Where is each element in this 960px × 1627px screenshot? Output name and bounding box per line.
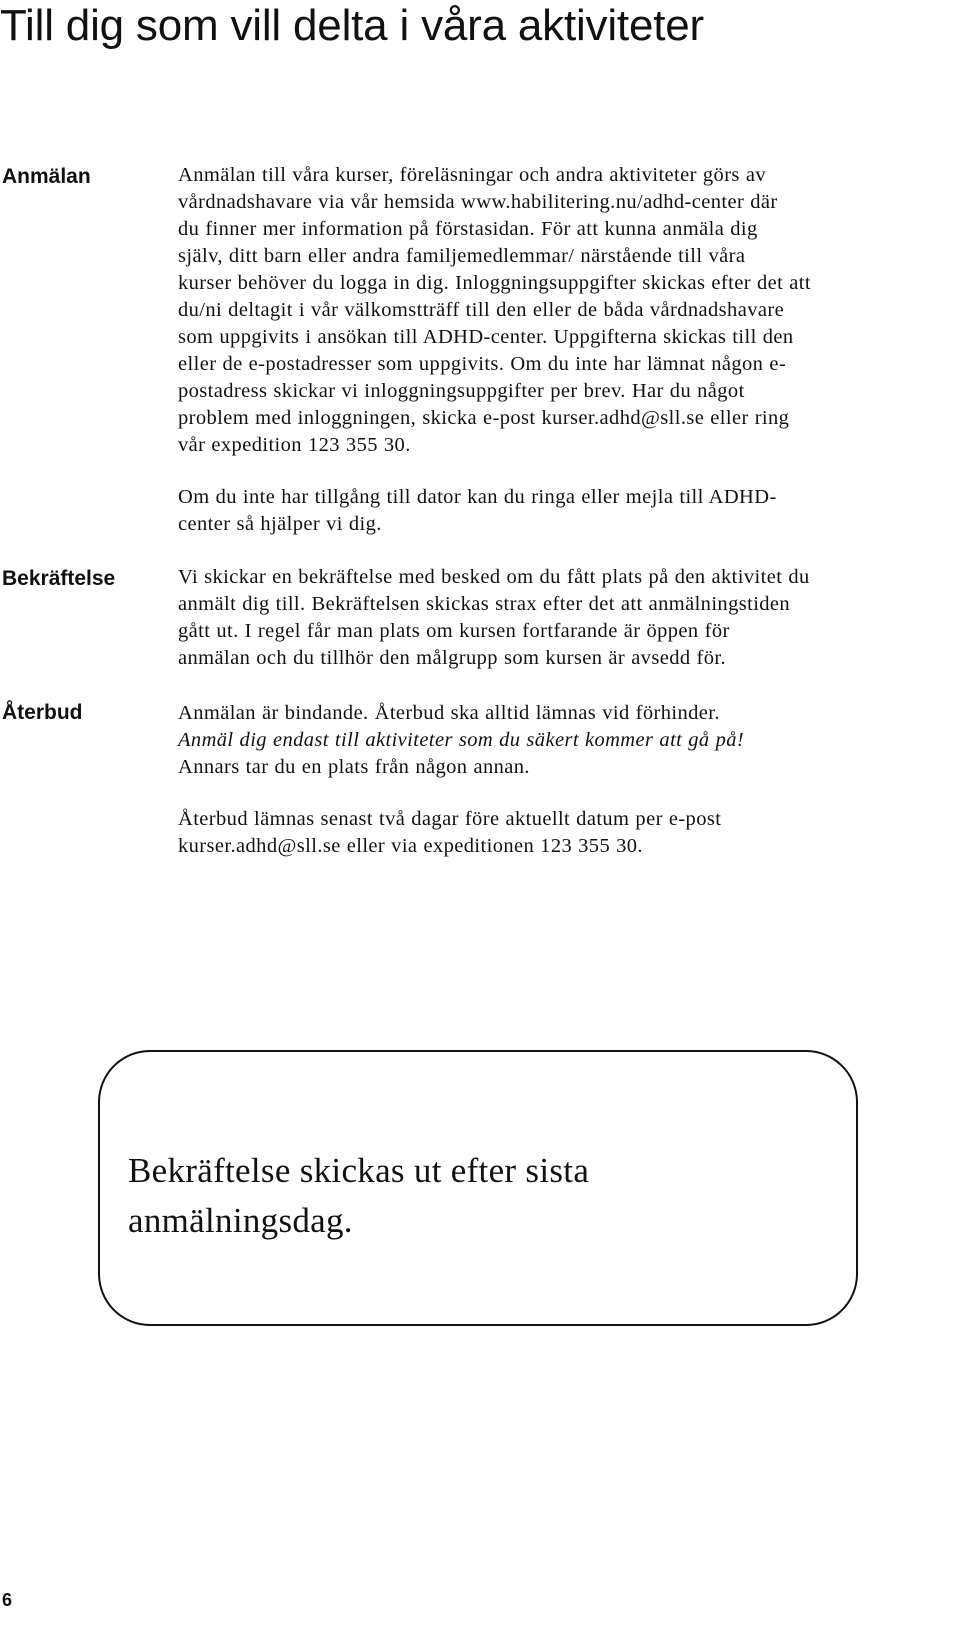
section-label-anmalan: Anmälan	[2, 165, 91, 188]
text-line: center så hjälper vi dig.	[178, 513, 382, 535]
text-line: du/ni deltagit i vår välkomstträff till den eller de båda vårdnadshavare	[178, 299, 785, 321]
text-line: Återbud lämnas senast två dagar före aktuellt datum per e-post	[178, 808, 722, 830]
section-label-bekraftelse: Bekräftelse	[2, 567, 116, 590]
text-line: Annars tar du en plats från någon annan.	[178, 756, 530, 778]
text-line: Anmälan är bindande. Återbud ska alltid lämnas vid förhinder.	[178, 702, 720, 724]
text-line: anmälan och du tillhör den målgrupp som kursen är avsedd för.	[178, 647, 727, 669]
text-line: vår expedition 123 355 30.	[178, 434, 411, 456]
text-line: Vi skickar en bekräftelse med besked om du fått plats på den aktivitet du	[178, 566, 810, 588]
text-line: Om du inte har tillgång till dator kan du ringa eller mejla till ADHD-	[178, 486, 777, 508]
section-label-aterbud: Återbud	[2, 701, 83, 724]
note-line: anmälningsdag.	[128, 1201, 353, 1240]
bekraftelse-paragraph	[178, 564, 938, 672]
text-line: själv, ditt barn eller andra familjemedlemmar/ närstående till våra	[178, 245, 746, 267]
text-line: som uppgivits i ansökan till ADHD-center. Uppgifterna skickas till den	[178, 326, 794, 348]
text-line: du finner mer information på förstasidan. För att kunna anmäla dig	[178, 218, 758, 240]
page-number: 6	[2, 1590, 13, 1610]
emphasized-text-line: Anmäl dig endast till aktiviteter som du säkert kommer att gå på!	[178, 729, 745, 751]
anmalan-paragraph-2	[178, 484, 938, 538]
note-box-text	[128, 1146, 589, 1246]
text-line: vårdnadshavare via vår hemsida www.habilitering.nu/adhd-center där	[178, 191, 778, 213]
text-line: postadress skickar vi inloggningsuppgifter per brev. Har du något	[178, 380, 745, 402]
anmalan-paragraph-1	[178, 162, 938, 459]
text-line: kurser.adhd@sll.se eller via expeditionen 123 355 30.	[178, 835, 643, 857]
text-line: eller de e-postadresser som uppgivits. Om du inte har lämnat någon e-	[178, 353, 787, 375]
text-line: problem med inloggningen, skicka e-post kurser.adhd@sll.se eller ring	[178, 407, 790, 429]
page-title: Till dig som vill delta i våra aktiviteter	[0, 1, 704, 50]
aterbud-paragraph-1	[178, 700, 938, 781]
aterbud-paragraph-2	[178, 806, 938, 860]
note-line: Bekräftelse skickas ut efter sista	[128, 1151, 590, 1190]
text-line: gått ut. I regel får man plats om kursen fortfarande är öppen för	[178, 620, 730, 642]
text-line: Anmälan till våra kurser, föreläsningar och andra aktiviteter görs av	[178, 164, 766, 186]
text-line: anmält dig till. Bekräftelsen skickas strax efter det att anmälningstiden	[178, 593, 791, 615]
text-line: kurser behöver du logga in dig. Inloggningsuppgifter skickas efter det att	[178, 272, 811, 294]
